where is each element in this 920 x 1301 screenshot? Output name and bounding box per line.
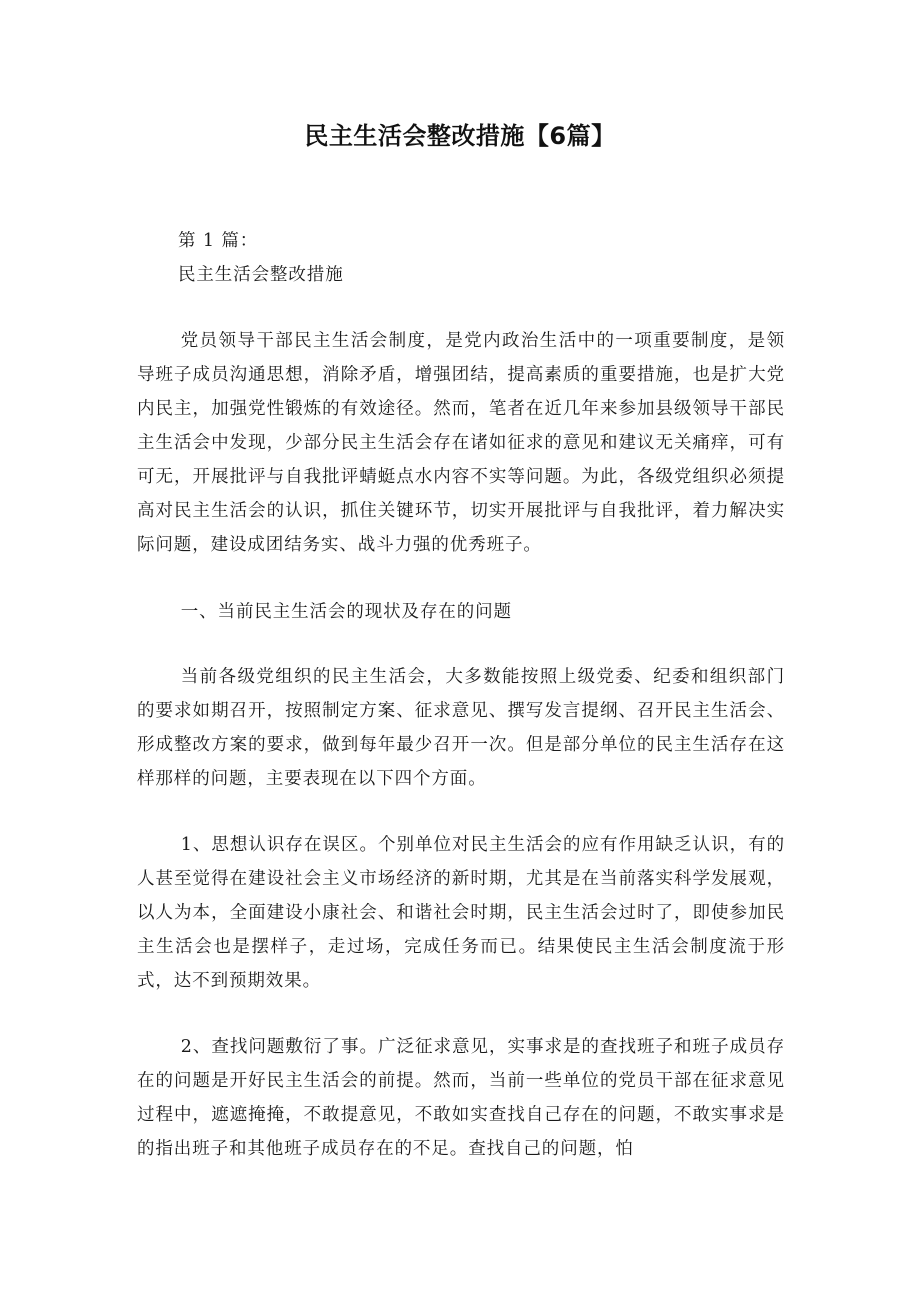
paragraph-point-1: 1、思想认识存在误区。个别单位对民主生活会的应有作用缺乏认识，有的人甚至觉得在建设社会主义市场经济的新时期，尤其是在当前落实科学发展观，以人为本，全面建设小康社会、和谐社会时期，民主生活会过时了，即使参加民主生活会也是摆样子，走过场，完成任务而已。结果使民主生活会制度流于形式，达不到预期效果。 — [137, 835, 785, 991]
paragraph-point-2: 2、查找问题敷衍了事。广泛征求意见，实事求是的查找班子和班子成员存在的问题是开好民主生活会的前提。然而，当前一些单位的党员干部在征求意见过程中，遮遮掩掩，不敢提意见，不敢如实查找自己存在的问题，不敢实事求是的指出班子和其他班子成员存在的不足。查找自己的问题，怕 — [137, 1037, 785, 1159]
document-title: 民主生活会整改措施【6篇】 — [304, 122, 616, 150]
paragraph-current-status: 当前各级党组织的民主生活会，大多数能按照上级党委、纪委和组织部门的要求如期召开，按照制定方案、征求意见、撰写发言提纲、召开民主生活会、形成整改方案的要求，做到每年最少召开一次。但是部分单位的民主生活存在这样那样的问题，主要表现在以下四个方面。 — [137, 667, 785, 789]
heading-current-status: 一、当前民主生活会的现状及存在的问题 — [180, 602, 512, 622]
section-label: 第 1 篇： — [178, 231, 259, 251]
section-title: 民主生活会整改措施 — [178, 265, 344, 285]
paragraph-intro: 党员领导干部民主生活会制度，是党内政治生活中的一项重要制度，是领导班子成员沟通思想，消除矛盾，增强团结，提高素质的重要措施，也是扩大党内民主，加强党性锻炼的有效途径。然而，笔者在近几年来参加县级领导干部民主生活会中发现，少部分民主生活会存在诸如征求的意见和建议无关痛痒，可有可无，开展批评与自我批评蜻蜓点水内容不实等问题。为此，各级党组织必须提高对民主生活会的认识，抓住关键环节，切实开展批评与自我批评，着力解决实际问题，建设成团结务实、战斗力强的优秀班子。 — [137, 331, 785, 555]
